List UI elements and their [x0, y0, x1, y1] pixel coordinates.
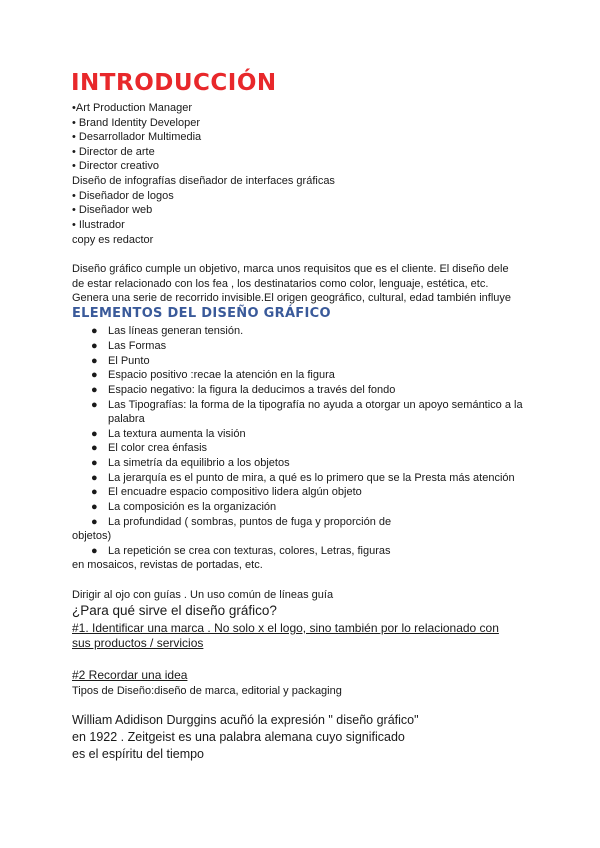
bullet-dot-icon: ●: [91, 399, 98, 411]
role-item: Diseño de infografías diseñador de interfaces gráficas: [72, 175, 335, 187]
element-text: La jerarquía es el punto de mira, a qué es lo primero que se la Presta más atención: [108, 472, 515, 484]
intro-paragraph-line: Diseño gráfico cumple un objetivo, marca unos requisitos que es el cliente. El diseño dele: [72, 263, 509, 275]
bullet-dot-icon: ●: [91, 516, 98, 528]
elements-heading: ELEMENTOS DEL DISEÑO GRÁFICO: [72, 306, 331, 321]
intro-paragraph-line: Genera una serie de recorrido invisible.El origen geográfico, cultural, edad también influye: [72, 292, 512, 304]
bullet-dot-icon: ●: [91, 428, 98, 440]
element-text: Las Tipografías: la forma de la tipografía no ayuda a otorgar un apoyo semántico a la: [108, 399, 523, 411]
role-item: • Director creativo: [72, 160, 159, 172]
role-item: copy es redactor: [72, 234, 154, 246]
bullet-dot-icon: ●: [91, 472, 98, 484]
bullet-dot-icon: ●: [91, 457, 98, 469]
page-title: INTRODUCCIÓN: [71, 70, 277, 96]
element-text: La profundidad ( sombras, puntos de fuga y proporción de: [108, 516, 392, 528]
element-text: Espacio negativo: la figura la deducimos a través del fondo: [108, 384, 396, 396]
answer-1-line: #1. Identificar una marca . No solo x el logo, sino también por lo relacionado con: [72, 621, 499, 635]
bullet-dot-icon: ●: [91, 545, 98, 557]
bullet-dot-icon: ●: [91, 501, 98, 513]
element-text: El Punto: [108, 355, 150, 367]
bullet-dot-icon: ●: [91, 340, 98, 352]
answer-2: #2 Recordar una idea: [72, 668, 188, 682]
role-item: • Diseñador de logos: [72, 190, 174, 202]
element-continuation: en mosaicos, revistas de portadas, etc.: [72, 559, 263, 571]
question-heading: ¿Para qué sirve el diseño gráfico?: [72, 603, 277, 618]
bullet-dot-icon: ●: [91, 486, 98, 498]
role-item: •Art Production Manager: [72, 102, 193, 114]
role-item: • Brand Identity Developer: [72, 117, 200, 129]
guide-line-text: Dirigir al ojo con guías . Un uso común de líneas guía: [72, 589, 334, 601]
quote-line: en 1922 . Zeitgeist es una palabra alemana cuyo significado: [72, 730, 405, 744]
design-types: Tipos de Diseño:diseño de marca, editorial y packaging: [72, 685, 342, 697]
element-text: Las Formas: [108, 340, 167, 352]
intro-paragraph-line: de estar relacionado con los fea , los destinatarios como color, lenguaje, estética, etc.: [72, 278, 489, 290]
element-text: La simetría da equilibrio a los objetos: [108, 457, 290, 469]
role-item: • Desarrollador Multimedia: [72, 131, 202, 143]
bullet-dot-icon: ●: [91, 369, 98, 381]
element-text: Espacio positivo :recae la atención en la figura: [108, 369, 335, 381]
bullet-dot-icon: ●: [91, 355, 98, 367]
quote-line: es el espíritu del tiempo: [72, 747, 205, 761]
element-text: Las líneas generan tensión.: [108, 325, 244, 337]
bullet-dot-icon: ●: [91, 384, 98, 396]
quote-line: William Adidison Durggins acuñó la expresión " diseño gráfico": [72, 713, 419, 727]
element-text: La composición es la organización: [108, 501, 277, 513]
element-text: El encuadre espacio compositivo lidera algún objeto: [108, 486, 362, 498]
bullet-dot-icon: ●: [91, 442, 98, 454]
element-text: La textura aumenta la visión: [108, 428, 246, 440]
element-continuation: palabra: [108, 413, 145, 425]
element-text: El color crea énfasis: [108, 442, 208, 454]
role-item: • Director de arte: [72, 146, 155, 158]
element-continuation: objetos): [72, 530, 112, 542]
bullet-dot-icon: ●: [91, 325, 98, 337]
element-text: La repetición se crea con texturas, colores, Letras, figuras: [108, 545, 391, 557]
answer-1-line: sus productos / servicios: [72, 636, 204, 650]
role-item: • Ilustrador: [72, 219, 125, 231]
role-item: • Diseñador web: [72, 204, 153, 216]
